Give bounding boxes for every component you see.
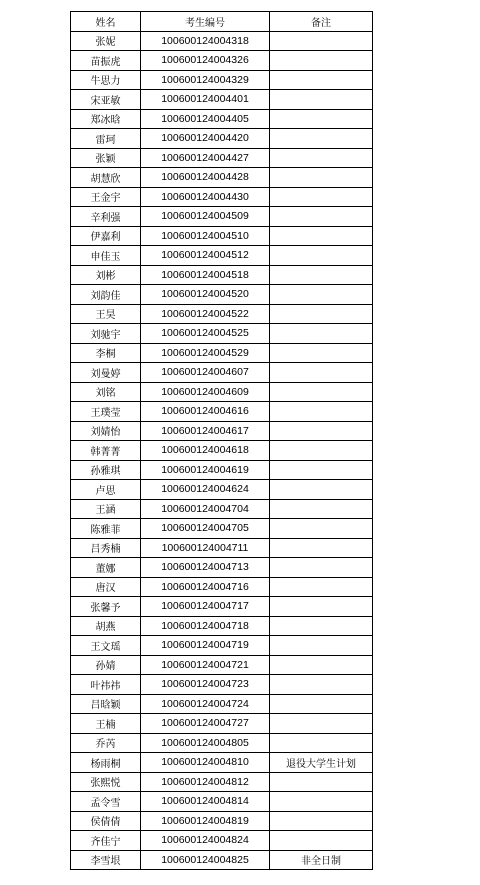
candidate-name-cell: 苗振虎 [71, 51, 141, 71]
candidate-id-cell: 100600124004717 [141, 597, 270, 617]
candidate-name-cell: 孙婧 [71, 655, 141, 675]
note-cell [270, 675, 373, 695]
table-row [71, 733, 373, 753]
candidate-name-cell: 唐汉 [71, 577, 141, 597]
header-row [71, 12, 373, 32]
table-row [71, 694, 373, 714]
table-body [71, 31, 373, 870]
candidate-id-cell: 100600124004326 [141, 51, 270, 71]
note-cell [270, 168, 373, 188]
candidate-name-cell: 李雪垠 [71, 850, 141, 870]
candidate-name-cell: 郑冰晗 [71, 109, 141, 129]
note-cell [270, 733, 373, 753]
candidate-id-cell: 100600124004711 [141, 538, 270, 558]
candidate-name-cell: 侯倩倩 [71, 811, 141, 831]
note-cell [270, 792, 373, 812]
candidate-id-cell: 100600124004727 [141, 714, 270, 734]
candidate-id-cell: 100600124004713 [141, 558, 270, 578]
candidate-id-cell: 100600124004525 [141, 324, 270, 344]
header-candidate-id: 考生编号 [141, 12, 270, 32]
candidate-id-cell: 100600124004814 [141, 792, 270, 812]
table-row [71, 753, 373, 773]
table-row [71, 304, 373, 324]
candidate-name-cell: 张颖 [71, 148, 141, 168]
candidate-id-cell: 100600124004509 [141, 207, 270, 227]
table-row [71, 499, 373, 519]
candidate-id-cell: 100600124004723 [141, 675, 270, 695]
table-row [71, 226, 373, 246]
candidate-table [70, 11, 373, 870]
table-row [71, 31, 373, 51]
note-cell [270, 304, 373, 324]
note-cell [270, 363, 373, 383]
note-cell [270, 402, 373, 422]
table-row [71, 772, 373, 792]
candidate-name-cell: 乔芮 [71, 733, 141, 753]
candidate-id-cell: 100600124004529 [141, 343, 270, 363]
candidate-id-cell: 100600124004318 [141, 31, 270, 51]
note-cell [270, 538, 373, 558]
candidate-name-cell: 宋亚敏 [71, 90, 141, 110]
candidate-name-cell: 胡慧欣 [71, 168, 141, 188]
note-cell [270, 382, 373, 402]
candidate-id-cell: 100600124004518 [141, 265, 270, 285]
candidate-name-cell: 韩菁菁 [71, 441, 141, 461]
candidate-name-cell: 辛利强 [71, 207, 141, 227]
candidate-id-cell: 100600124004428 [141, 168, 270, 188]
note-cell [270, 655, 373, 675]
candidate-id-cell: 100600124004819 [141, 811, 270, 831]
candidate-id-cell: 100600124004329 [141, 70, 270, 90]
candidate-id-cell: 100600124004721 [141, 655, 270, 675]
note-cell [270, 694, 373, 714]
candidate-name-cell: 伊嘉利 [71, 226, 141, 246]
table-row [71, 265, 373, 285]
candidate-id-cell: 100600124004522 [141, 304, 270, 324]
table-row [71, 285, 373, 305]
note-cell: 退役大学生计划 [270, 753, 373, 773]
table-row [71, 421, 373, 441]
table-row [71, 616, 373, 636]
candidate-name-cell: 申佳玉 [71, 246, 141, 266]
candidate-name-cell: 刘婧怡 [71, 421, 141, 441]
note-cell [270, 285, 373, 305]
table-row [71, 480, 373, 500]
note-cell [270, 597, 373, 617]
candidate-id-cell: 100600124004520 [141, 285, 270, 305]
table-row [71, 168, 373, 188]
candidate-id-cell: 100600124004427 [141, 148, 270, 168]
table-row [71, 324, 373, 344]
note-cell [270, 70, 373, 90]
note-cell [270, 148, 373, 168]
table-row [71, 70, 373, 90]
note-cell [270, 577, 373, 597]
candidate-id-cell: 100600124004718 [141, 616, 270, 636]
table-row [71, 207, 373, 227]
candidate-name-cell: 张妮 [71, 31, 141, 51]
table-row [71, 636, 373, 656]
candidate-name-cell: 王文瑶 [71, 636, 141, 656]
candidate-name-cell: 张馨予 [71, 597, 141, 617]
table-row [71, 246, 373, 266]
note-cell [270, 772, 373, 792]
candidate-id-cell: 100600124004812 [141, 772, 270, 792]
note-cell [270, 499, 373, 519]
candidate-id-cell: 100600124004824 [141, 831, 270, 851]
table-row [71, 714, 373, 734]
note-cell [270, 31, 373, 51]
note-cell [270, 129, 373, 149]
candidate-id-cell: 100600124004607 [141, 363, 270, 383]
candidate-id-cell: 100600124004810 [141, 753, 270, 773]
candidate-name-cell: 吕晗颖 [71, 694, 141, 714]
candidate-name-cell: 王金宇 [71, 187, 141, 207]
note-cell [270, 831, 373, 851]
note-cell [270, 207, 373, 227]
table-row [71, 577, 373, 597]
candidate-id-cell: 100600124004512 [141, 246, 270, 266]
candidate-id-cell: 100600124004719 [141, 636, 270, 656]
note-cell [270, 616, 373, 636]
candidate-id-cell: 100600124004616 [141, 402, 270, 422]
candidate-id-cell: 100600124004618 [141, 441, 270, 461]
table-header [71, 12, 373, 32]
table-row [71, 148, 373, 168]
note-cell [270, 558, 373, 578]
candidate-name-cell: 刘驰宇 [71, 324, 141, 344]
note-cell [270, 460, 373, 480]
candidate-name-cell: 卢思 [71, 480, 141, 500]
table-row [71, 538, 373, 558]
candidate-id-cell: 100600124004420 [141, 129, 270, 149]
table-row [71, 460, 373, 480]
header-note: 备注 [270, 12, 373, 32]
candidate-name-cell: 王昊 [71, 304, 141, 324]
table-row [71, 558, 373, 578]
table-row [71, 441, 373, 461]
table-row [71, 382, 373, 402]
table-row [71, 850, 373, 870]
note-cell [270, 636, 373, 656]
note-cell [270, 519, 373, 539]
note-cell [270, 441, 373, 461]
table-row [71, 129, 373, 149]
table-row [71, 519, 373, 539]
table-row [71, 675, 373, 695]
candidate-name-cell: 齐佳宁 [71, 831, 141, 851]
note-cell [270, 51, 373, 71]
note-cell: 非全日制 [270, 850, 373, 870]
note-cell [270, 480, 373, 500]
note-cell [270, 226, 373, 246]
table-row [71, 831, 373, 851]
note-cell [270, 324, 373, 344]
note-cell [270, 343, 373, 363]
table-row [71, 51, 373, 71]
note-cell [270, 811, 373, 831]
candidate-name-cell: 王楠 [71, 714, 141, 734]
candidate-name-cell: 刘彬 [71, 265, 141, 285]
table-row [71, 792, 373, 812]
table-row [71, 187, 373, 207]
candidate-id-cell: 100600124004825 [141, 850, 270, 870]
note-cell [270, 90, 373, 110]
table-row [71, 90, 373, 110]
note-cell [270, 187, 373, 207]
candidate-id-cell: 100600124004624 [141, 480, 270, 500]
candidate-name-cell: 王涵 [71, 499, 141, 519]
candidate-name-cell: 刘曼婷 [71, 363, 141, 383]
note-cell [270, 265, 373, 285]
candidate-id-cell: 100600124004619 [141, 460, 270, 480]
candidate-id-cell: 100600124004609 [141, 382, 270, 402]
candidate-name-cell: 李桐 [71, 343, 141, 363]
candidate-name-cell: 雷珂 [71, 129, 141, 149]
table-row [71, 655, 373, 675]
candidate-id-cell: 100600124004430 [141, 187, 270, 207]
candidate-name-cell: 牛思力 [71, 70, 141, 90]
candidate-id-cell: 100600124004724 [141, 694, 270, 714]
candidate-id-cell: 100600124004716 [141, 577, 270, 597]
candidate-name-cell: 孙雅琪 [71, 460, 141, 480]
table-row [71, 343, 373, 363]
candidate-id-cell: 100600124004617 [141, 421, 270, 441]
candidate-id-cell: 100600124004510 [141, 226, 270, 246]
candidate-name-cell: 吕秀楠 [71, 538, 141, 558]
candidate-id-cell: 100600124004705 [141, 519, 270, 539]
candidate-name-cell: 杨雨桐 [71, 753, 141, 773]
candidate-id-cell: 100600124004805 [141, 733, 270, 753]
candidate-name-cell: 刘铭 [71, 382, 141, 402]
note-cell [270, 246, 373, 266]
note-cell [270, 109, 373, 129]
header-name: 姓名 [71, 12, 141, 32]
candidate-id-cell: 100600124004405 [141, 109, 270, 129]
candidate-name-cell: 张熙悦 [71, 772, 141, 792]
table-row [71, 363, 373, 383]
candidate-name-cell: 董娜 [71, 558, 141, 578]
note-cell [270, 421, 373, 441]
table-row [71, 811, 373, 831]
note-cell [270, 714, 373, 734]
candidate-name-cell: 胡燕 [71, 616, 141, 636]
candidate-name-cell: 孟令雪 [71, 792, 141, 812]
candidate-id-cell: 100600124004704 [141, 499, 270, 519]
table-row [71, 402, 373, 422]
candidate-name-cell: 陈雅菲 [71, 519, 141, 539]
candidate-name-cell: 王璞莹 [71, 402, 141, 422]
candidate-name-cell: 刘韵佳 [71, 285, 141, 305]
candidate-id-cell: 100600124004401 [141, 90, 270, 110]
table-row [71, 109, 373, 129]
table-row [71, 597, 373, 617]
candidate-name-cell: 叶祎祎 [71, 675, 141, 695]
